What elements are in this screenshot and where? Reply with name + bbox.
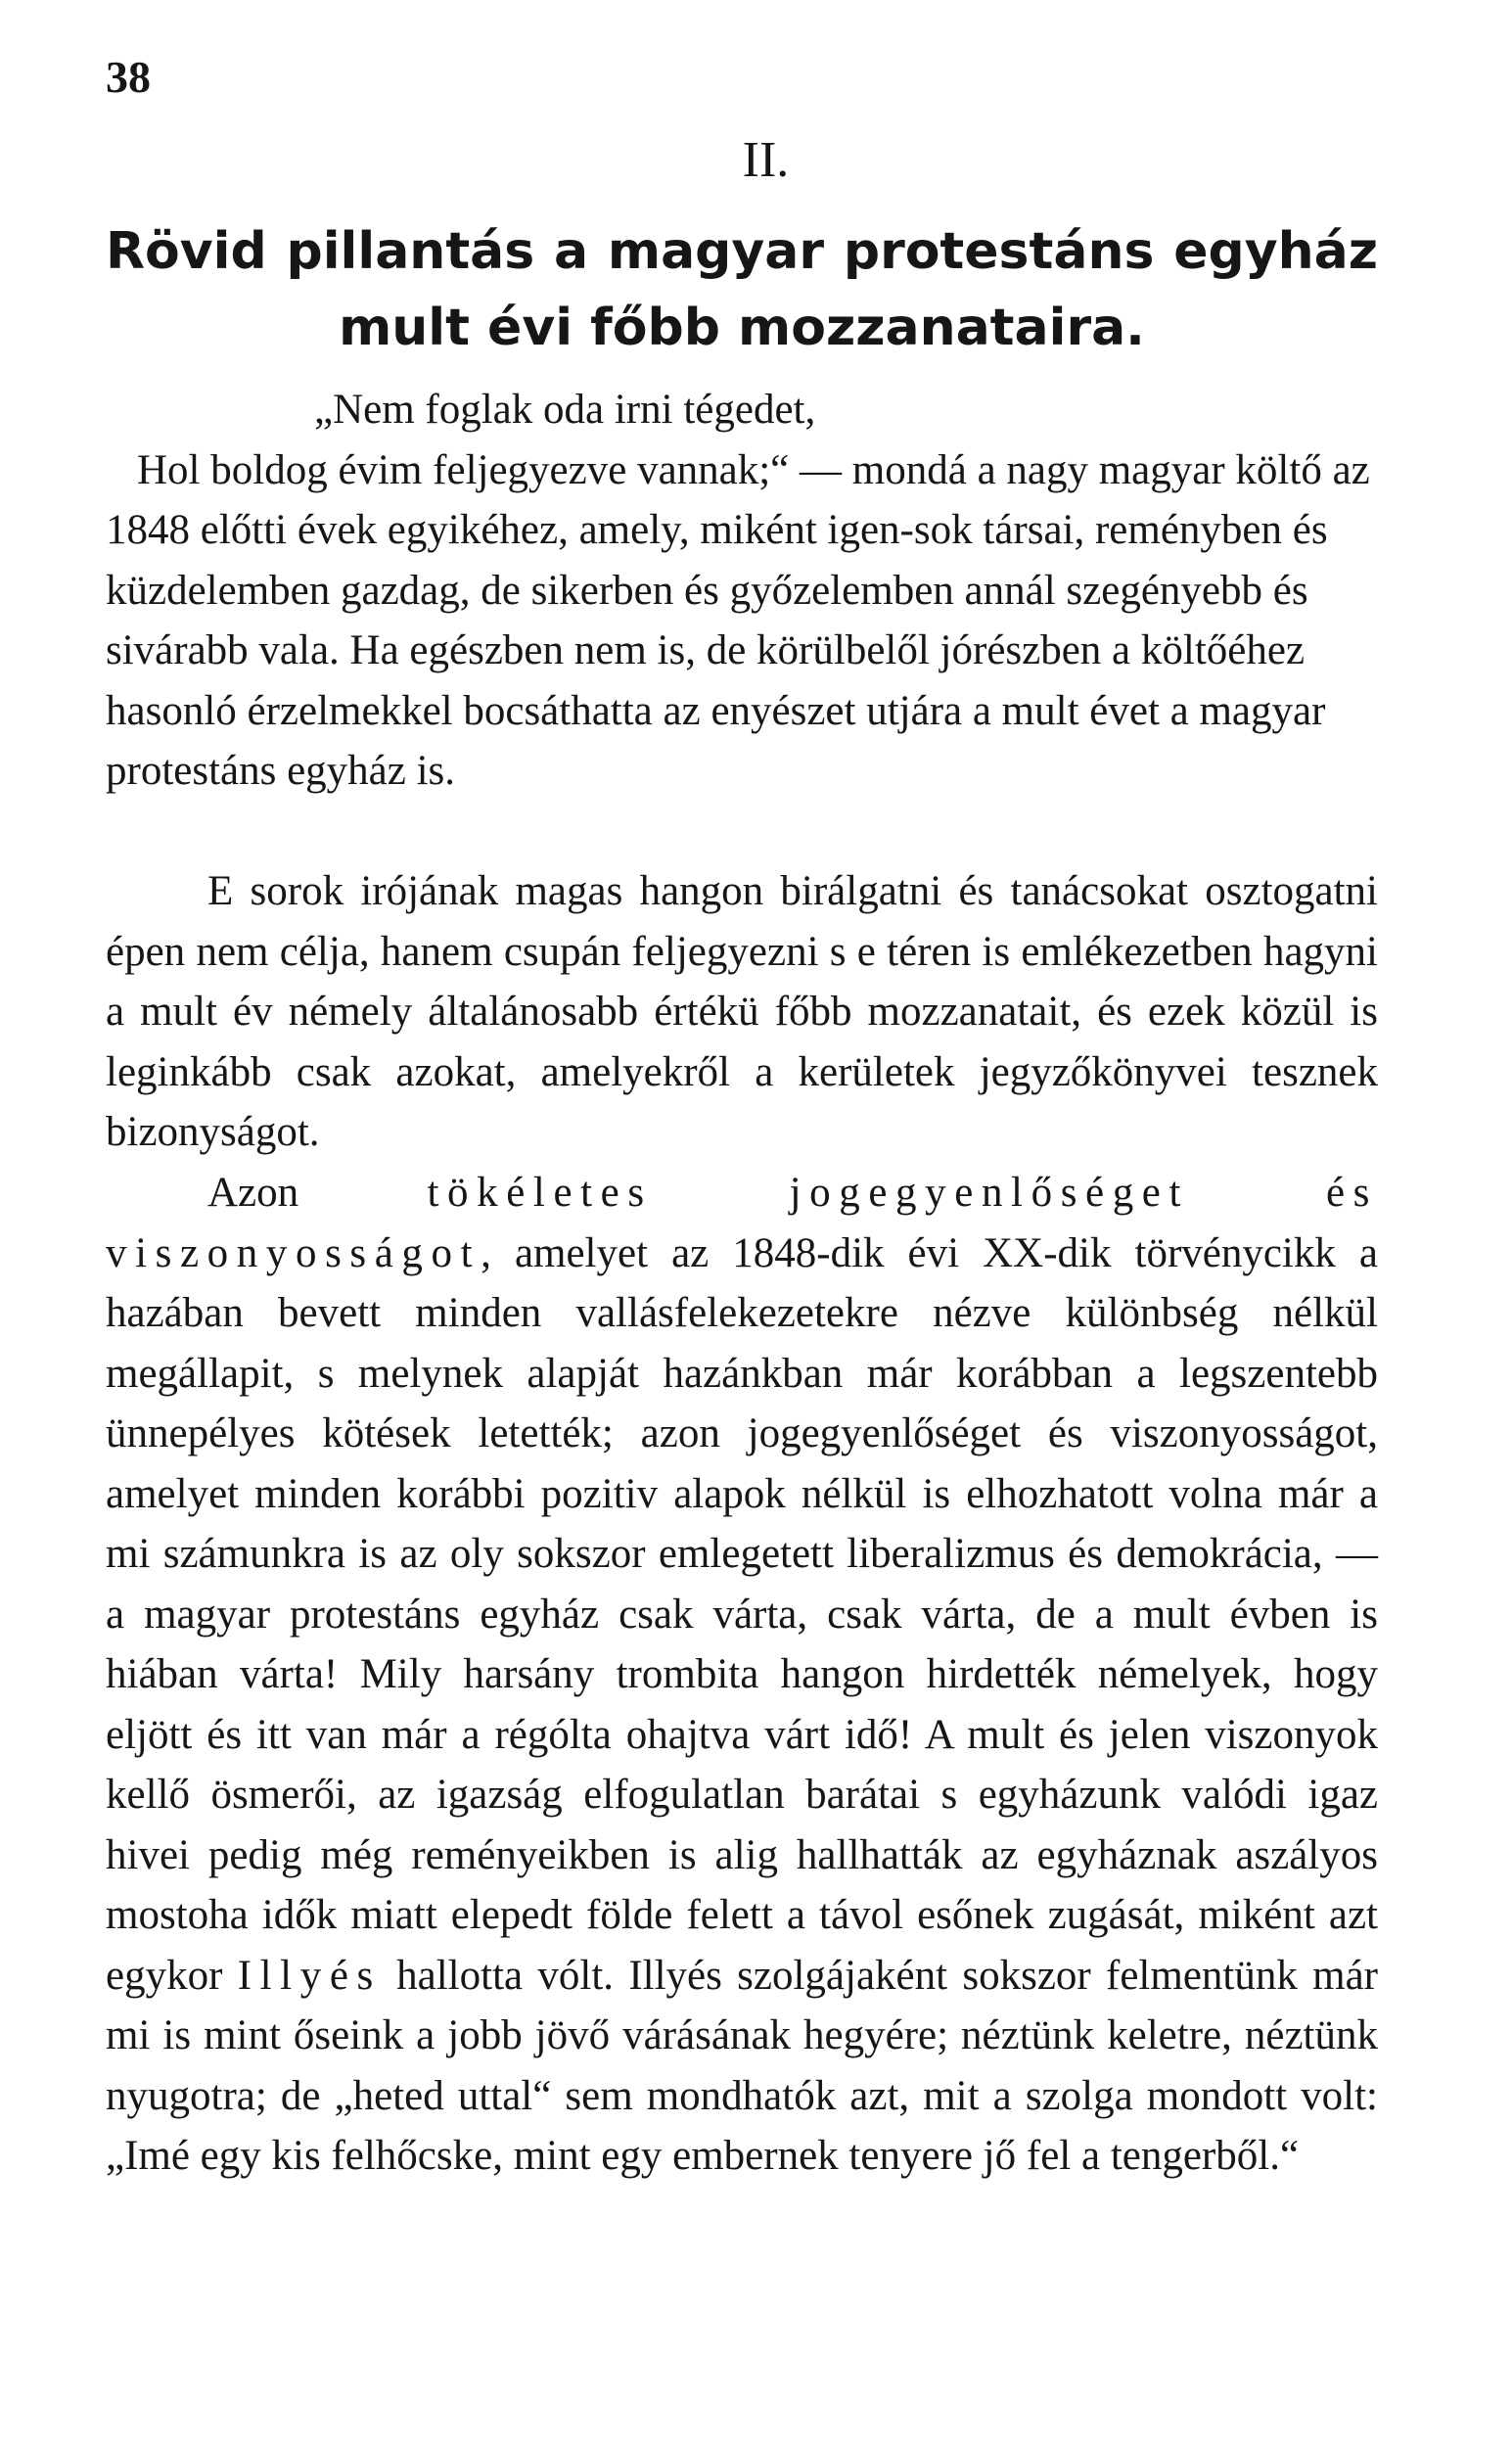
poem-quote-line-2: Hol boldog évim feljegyezve vannak;“ <box>137 446 790 493</box>
chapter-number: II. <box>742 132 790 188</box>
paragraph-equality <box>106 1163 1378 2187</box>
paragraph-equality-end: hallotta vólt. Illyés szolgájaként sokszor felmentünk már mi is mint őseink a jobb jövő várásának hegyére; néztünk keletre, néztünk nyugotra; de „heted uttal“ sem mondhatók azt, mit a szolga mondott volt: „Imé egy kis felhőcske, mint egy embernek tenyere jő fel a tengerből.“ <box>106 1952 1378 2179</box>
page-number: 38 <box>106 52 151 102</box>
opening-paragraph <box>106 380 1378 802</box>
emphasized-name: Illyés <box>237 1952 382 1999</box>
emphasized-phrase: tökéletes jogegyenlőséget és viszonyosságot <box>106 1170 1378 1276</box>
paragraph-equality-start: Azon <box>207 1170 428 1216</box>
paragraph-author-purpose: E sorok irójának magas hangon birálgatni és tanácsokat osztogatni épen nem célja, hanem csupán feljegyezni s e téren is emlékezetben hagyni a mult év némely általánosabb értékü főbb mozzanatait, és ezek közül is leginkább csak azokat, amelyekről a kerületek jegyzőkönyvei tesznek bizonyságot. <box>106 868 1378 1155</box>
chapter-title <box>106 213 1378 366</box>
paragraph-equality-middle: , amelyet az 1848-dik évi XX-dik törvénycikk a hazában bevett minden vallásfelekezetekre nézve különbség nélkül megállapit, s melynek alapját hazánkban már korábban a legszentebb ünnepélyes kötések letették; azon jogegyenlőséget és viszonyosságot, amelyet minden korábbi pozitiv alapok nélkül is elhozhatott volna már a mi számunkra is az oly sokszor emlegetett liberalizmus és demokrácia, — a magyar protestáns egyház csak várta, csak várta, de a mult évben is hiában várta! Mily harsány trombita hangon hirdették némelyek, hogy eljött és itt van már a régólta ohajtva várt idő! A mult és jelen viszonyok kellő ösmerői, az igazság elfogulatlan barátai s egyházunk valódi igaz hivei pedig még reményeikben is alig hallhatták az egyháznak aszályos mostoha idők miatt elepedt földe felett a távol esőnek zugását, miként azt egykor <box>106 1229 1378 1999</box>
chapter-title-line-1: Rövid pillantás a magyar protestáns egyház <box>106 222 1378 281</box>
poem-quote-line-1: „Nem foglak oda irni tégedet, <box>314 387 816 433</box>
opening-paragraph-text: — mondá a nagy magyar költő az 1848 előtti évek egyikéhez, amely, miként igen-sok társai, reményben és küzdelemben gazdag, de sikerben és győzelemben annál szegényebb és sivárabb vala. Ha egészben nem is, de körülbelől jórészben a költőéhez hasonló érzelmekkel bocsáthatta az enyészet utjára a mult évet a magyar protestáns egyház is. <box>106 446 1370 794</box>
chapter-title-line-2: mult évi főbb mozzanataira. <box>339 299 1145 357</box>
